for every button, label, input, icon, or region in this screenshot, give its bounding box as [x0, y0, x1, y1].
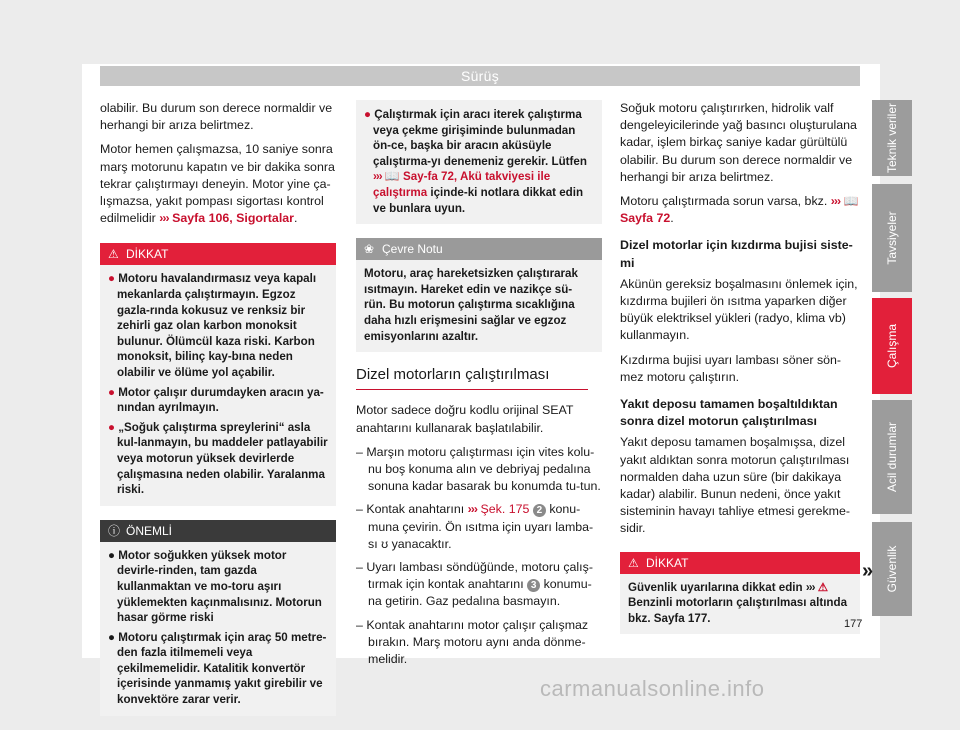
ref-arrow: ›››	[373, 170, 382, 184]
note-box-body	[100, 542, 336, 716]
link-figure-175[interactable]: Şek. 175	[480, 502, 530, 517]
book-icon: 📖	[843, 194, 859, 209]
warning-title: DİKKAT	[646, 555, 689, 570]
list-item: ● Motor soğukken yüksek motor devirle-rinden, tam gazda kullanmaktan ve mo-toru aşırı yüklemekten kaçınmalısınız. Motorun hasar görme riski	[108, 548, 322, 625]
link-aku-takviyesi[interactable]: Say-fa 72, Akü takviyesi ile çalıştırma	[373, 170, 551, 199]
note-box-header	[100, 520, 336, 542]
step-item: – Marşın motoru çalıştırması için vites kolu-nu boş konuma alın ve debriyaj pedalına sonuna kadar basarak bu konumda tu-tun.	[356, 444, 601, 494]
book-icon: 📖	[384, 169, 400, 184]
paragraph: Motor sadece doğru kodlu orijinal SEAT anahtarını kullanarak başlatılabilir.	[356, 403, 574, 435]
subheading: Yakıt deposu tamamen boşaltıldıktan sonra dizel motorun çalıştırılması	[620, 397, 838, 429]
paragraph: Soğuk motoru çalıştırırken, hidrolik valf dengeleyicilerinde yağ basıncı oluşturulana kadar, işlem birkaç saniye kadar gürültülü olabilir. Bu durum son derece normaldir ve herhangi bir arıza belirtmez.	[620, 101, 857, 184]
tab-teknik-veriler[interactable]: Teknik veriler	[872, 100, 912, 176]
environment-note-title: Çevre Notu	[382, 242, 443, 257]
warning-box-header	[100, 243, 336, 265]
warning-box-header	[620, 552, 860, 574]
warning-box	[620, 552, 863, 635]
ref-arrow: ›››	[467, 502, 478, 517]
position-number-badge: 3	[527, 579, 540, 592]
list-item: ● Motoru çalıştırmak için araç 50 metre-den fazla itilmemeli veya çekilmemelidir. Katalitik konvertör içerisinde yanmamış yakıt girebilir ve konvektöre zarar verir.	[108, 630, 327, 707]
environment-note-body: Motoru, araç hareketsizken çalıştırarak ısıtmayın. Hareket edin ve nazikçe sü-rün. Bu motorun çalıştırma sıcaklığına daha hızlı erişmesini sağlar ve egzoz emisyonlarını azaltır.	[356, 260, 602, 352]
column-right	[620, 100, 863, 648]
note-box	[100, 520, 336, 716]
paragraph: Yakıt deposu tamamen boşalmışsa, dizel yakıt aldıktan sonra motorun çalıştırılması normalden daha uzun süre (bir dakikaya kadar) alabilir. Bunun nedeni, önce yakıt sisteminin havayı tahliye etmesi gerekme-sidir.	[620, 435, 851, 536]
environment-note-box	[356, 238, 602, 352]
bullet-icon: ●	[108, 272, 116, 286]
paragraph: olabilir. Bu durum son derece normaldir ve herhangi bir arıza belirtmez.	[100, 101, 333, 133]
paragraph: Akünün gereksiz boşalmasını önlemek için, kızdırma bujileri ön ısıtma yaparken diğer büyük elektriksel yükleri (radyo, klima vb) kullanmayın.	[620, 276, 858, 343]
step-item: – Kontak anahtarını motor çalışır çalışmaz bırakın. Marş motoru aynı anda dönme-melidir.	[356, 617, 589, 666]
section-title: Dizel motorların çalıştırılması	[356, 366, 588, 390]
step-item: – Uyarı lambası söndüğünde, motoru çalış-tırmak için kontak anahtarını 3 konumu-na getirin. Gaz pedalına basmayın.	[356, 559, 593, 609]
environment-note-header	[356, 238, 602, 260]
step-item: – Kontak anahtarını ››› Şek. 175 2 konu-muna çevirin. Ön ısıtma için uyarı lamba-sı ʊ yanacaktır.	[356, 502, 594, 551]
ref-arrow: ›››	[805, 580, 815, 594]
column-middle	[356, 100, 602, 674]
bullet-icon: ●	[108, 385, 116, 399]
link-sayfa-72[interactable]: Sayfa 72	[620, 211, 671, 226]
bullet-icon: ●	[108, 548, 116, 562]
ref-arrow: ›››	[830, 194, 841, 209]
subheading: Dizel motorlar için kızdırma bujisi siste-mi	[620, 238, 853, 270]
warning-icon: ⚠	[817, 580, 829, 594]
continued-warning-box	[356, 100, 602, 224]
tab-tavsiyeler[interactable]: Tavsiyeler	[872, 184, 912, 292]
link-sigortalar[interactable]: Sayfa 106, Sigortalar	[172, 211, 294, 226]
warning-box-body: Güvenlik uyarılarına dikkat edin ››› ⚠ Benzinli motorların çalıştırılması altında bkz. Sayfa 177.	[620, 574, 860, 635]
note-title: ÖNEMLİ	[126, 523, 173, 538]
list-item: ● „Soğuk çalıştırma spreylerini“ asla kul-lanmayın, bu maddeler patlayabilir veya motorun yüksek devirlerde çalışmasına neden olabilir. Yaralanma riski.	[108, 420, 328, 497]
continued-marker: »	[862, 560, 874, 582]
page-header: Sürüş	[100, 66, 860, 86]
page-number: 177	[844, 618, 863, 630]
warning-box-body	[100, 265, 336, 505]
warning-icon: ⚠	[628, 555, 639, 570]
warning-box	[100, 243, 336, 505]
position-number-badge: 2	[533, 504, 546, 517]
warning-icon: ⚠	[108, 247, 119, 262]
paragraph: Motor hemen çalışmazsa, 10 saniye sonra marş motorunu kapatın ve bir dakika sonra tekrar çalıştırmayı deneyin. Motor yine ça-lışmazsa, yakıt pompası sigortası kontrol edilmelidir ››› Sayfa 106, Sigortalar.	[100, 142, 335, 226]
flower-icon: ❀	[364, 242, 375, 257]
bullet-icon: ●	[364, 108, 372, 121]
glow-plug-icon: ʊ	[381, 536, 389, 551]
tab-guvenlik[interactable]: Güvenlik	[872, 522, 912, 616]
tab-acil-durumlar[interactable]: Acil durumlar	[872, 400, 912, 514]
list-item: ● Çalıştırmak için aracı iterek çalıştırma veya çekme girişiminde bulunmadan ön-ce, başka bir aracın aküsüyle çalıştırma-yı denemeniz gerekir. Lütfen ››› 📖 Say-fa 72, Akü takviyesi ile çalıştırma içinde-ki notlara dikkat edin ve bunlara uyun.	[364, 108, 587, 215]
paragraph: Motoru çalıştırmada sorun varsa, bkz. ››› 📖 Sayfa 72.	[620, 194, 859, 226]
bullet-icon: ●	[108, 420, 116, 434]
tab-calisma[interactable]: Çalışma	[872, 298, 912, 394]
paragraph: Kızdırma bujisi uyarı lambası söner sön-mez motoru çalıştırın.	[620, 352, 842, 384]
bullet-icon: ●	[108, 630, 116, 644]
info-icon: ⓘ	[108, 523, 121, 538]
list-item: ● Motor çalışır durumdayken aracın ya-nından ayrılmayın.	[108, 385, 324, 415]
warning-title: DİKKAT	[126, 247, 169, 262]
list-item: ● Motoru havalandırmasız veya kapalı mekanlarda çalıştırmayın. Egzoz gazla-rında kokusuz ve renksiz bir zehirli gaz olan karbon monoksit bulunur. Ölümcül kaza riski. Karbon monoksit, bilinç kay-bına neden olabilir ve ölüme yol açabilir.	[108, 272, 317, 379]
ref-arrow: ›››	[159, 211, 169, 226]
watermark: carmanualsonline.info	[540, 676, 765, 701]
column-left	[100, 100, 336, 730]
